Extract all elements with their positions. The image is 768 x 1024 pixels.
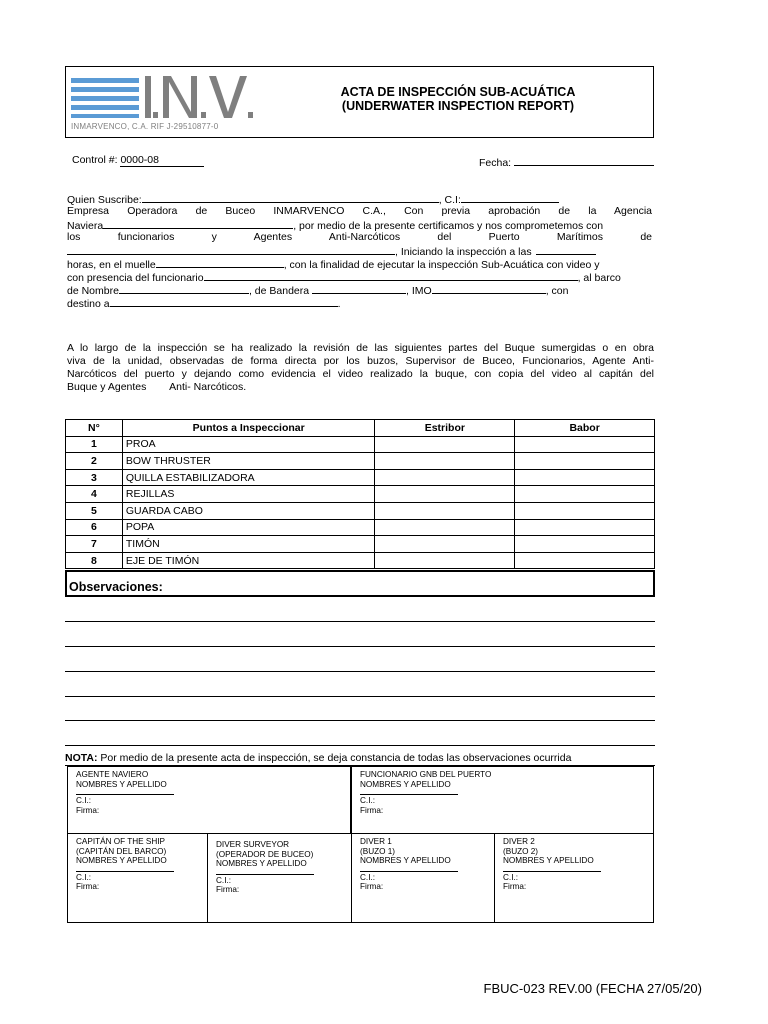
observaciones-label: Observaciones:: [69, 580, 163, 594]
nota-text: [65, 752, 655, 764]
name-blank[interactable]: [216, 869, 314, 875]
header-babor: Babor: [515, 420, 655, 437]
intro-line-4: los funcionarios y Agentes Anti-Narcóticos del Puerto Marítimos de: [67, 231, 652, 243]
agencia-blank[interactable]: [103, 218, 293, 229]
babor-cell[interactable]: [515, 469, 655, 486]
ci-label: C.I.:: [216, 875, 232, 885]
control-label: Control #:: [72, 154, 118, 166]
imo-blank[interactable]: [432, 283, 546, 294]
name-blank[interactable]: [76, 866, 174, 872]
ci-label: C.I.:: [503, 872, 519, 882]
row-point: BOW THRUSTER: [122, 453, 375, 470]
row-number: 2: [66, 453, 123, 470]
signature-title: AGENTE NAVIERO: [76, 770, 149, 779]
signature-diver-1[interactable]: [351, 833, 495, 923]
row-number: 1: [66, 436, 123, 453]
signature-title: DIVER SURVEYOR: [216, 840, 290, 849]
row-point: QUILLA ESTABILIZADORA: [122, 469, 375, 486]
intro-line-7: con presencia del funcionario , al barco: [67, 272, 621, 284]
row-number: 4: [66, 486, 123, 503]
intro-line-2: Empresa Operadora de Buceo INMARVENCO C.A., Con previa aprobación de la Agencia: [67, 205, 652, 217]
estribor-cell[interactable]: [375, 469, 515, 486]
row-point: REJILLAS: [122, 486, 375, 503]
firma-label: Firma:: [216, 885, 240, 894]
document-header: [65, 66, 654, 138]
bandera-blank[interactable]: [312, 283, 406, 294]
signature-title: CAPITÁN OF THE SHIP: [76, 837, 166, 846]
observation-line[interactable]: [65, 696, 655, 697]
signature-subtitle: (BUZO 1): [360, 846, 396, 856]
row-number: 7: [66, 536, 123, 553]
title-english: (UNDERWATER INSPECTION REPORT): [341, 99, 575, 113]
signature-subtitle: (BUZO 2): [503, 846, 539, 856]
signature-name-label: NOMBRES Y APELLIDO: [360, 856, 451, 865]
table-row: [66, 453, 655, 470]
ci-label: C.I.:: [360, 872, 376, 882]
row-point: EJE DE TIMÓN: [122, 552, 375, 569]
fecha-field[interactable]: [479, 154, 654, 169]
babor-cell[interactable]: [515, 519, 655, 536]
document-title: [266, 85, 650, 113]
table-row: [66, 536, 655, 553]
name-blank[interactable]: [503, 866, 601, 872]
babor-cell[interactable]: [515, 552, 655, 569]
destino-blank[interactable]: [110, 296, 338, 307]
row-point: GUARDA CABO: [122, 502, 375, 519]
nota-body: Por medio de la presente acta de inspección, se deja constancia de todas las observaciones ocurrida: [97, 752, 572, 764]
row-number: 8: [66, 552, 123, 569]
description-line-3: Narcóticos del puerto y dejando como evidencia el video realizado la buque, con copia del video al capitán del: [67, 368, 654, 380]
document-code: FBUC-023 REV.00 (FECHA 27/05/20): [483, 981, 702, 996]
signature-subtitle: (OPERADOR DE BUCEO): [216, 849, 314, 859]
intro-line-8: de Nombre , de Bandera , IMO , con: [67, 285, 569, 297]
description-line-1: A lo largo de la inspección se ha realizado la revisión de las siguientes partes del Buque sumergidas o en obra: [67, 342, 654, 354]
fecha-label: Fecha:: [479, 157, 512, 169]
control-number-field[interactable]: [72, 154, 204, 167]
observation-line[interactable]: [65, 720, 655, 721]
control-value: 0000-08: [120, 154, 204, 167]
observation-line[interactable]: [65, 621, 655, 622]
signature-diver-surveyor[interactable]: [207, 833, 352, 923]
signature-subtitle: NOMBRES Y APELLIDO: [76, 779, 167, 789]
row-number: 5: [66, 502, 123, 519]
signature-title: DIVER 2: [503, 837, 535, 846]
table-row: [66, 502, 655, 519]
observation-line[interactable]: [65, 646, 655, 647]
header-numero: N°: [66, 420, 123, 437]
name-blank[interactable]: [360, 789, 458, 795]
table-row: [66, 486, 655, 503]
table-row: [66, 436, 655, 453]
header-puntos: Puntos a Inspeccionar: [122, 420, 375, 437]
observaciones-box[interactable]: [65, 570, 655, 597]
nota-label: NOTA:: [65, 752, 98, 764]
row-point: PROA: [122, 436, 375, 453]
logo-caption: INMARVENCO, C.A. RIF J-29510877-0: [71, 122, 219, 131]
fecha-blank[interactable]: [514, 154, 654, 166]
ci-label: C.I.:: [76, 796, 92, 805]
funcionario-blank[interactable]: [204, 270, 578, 281]
name-blank[interactable]: [360, 866, 458, 872]
signature-subtitle: (CAPITÁN DEL BARCO): [76, 846, 167, 856]
description-line-2: viva de la unidad, observadas de forma directa por los buzos, Supervisor de Buceo, Funcionarios, Agente Anti-: [67, 355, 654, 367]
babor-cell[interactable]: [515, 436, 655, 453]
intro-line-5: , Iniciando la inspección a las: [67, 244, 652, 257]
intro-line-9: destino a .: [67, 298, 341, 310]
firma-label: Firma:: [76, 882, 100, 891]
babor-cell[interactable]: [515, 536, 655, 553]
description-paragraph: [67, 342, 654, 394]
row-point: POPA: [122, 519, 375, 536]
company-logo: [71, 72, 255, 132]
firma-label: Firma:: [503, 882, 527, 891]
signature-funcionario-gnb[interactable]: [351, 766, 654, 834]
signature-title: FUNCIONARIO GNB DEL PUERTO: [360, 770, 492, 779]
signature-subtitle: NOMBRES Y APELLIDO: [360, 779, 451, 789]
observation-line[interactable]: [65, 745, 655, 746]
intro-paragraph: [67, 192, 652, 309]
estribor-cell[interactable]: [375, 519, 515, 536]
signature-diver-2[interactable]: [494, 833, 654, 923]
estribor-cell[interactable]: [375, 502, 515, 519]
ci-label: C.I.:: [360, 796, 376, 805]
intro-line-1: Quien Suscribe: , C.I:: [67, 192, 652, 205]
puerto-blank[interactable]: [67, 244, 395, 255]
description-line-4: Buque y Agentes Anti- Narcóticos.: [67, 381, 247, 393]
header-estribor: Estribor: [375, 420, 515, 437]
signature-name-label: NOMBRES Y APELLIDO: [76, 856, 167, 865]
signature-name-label: NOMBRES Y APELLIDO: [503, 856, 594, 865]
hora-blank[interactable]: [536, 244, 596, 255]
title-spanish: ACTA DE INSPECCIÓN SUB-ACUÁTICA: [340, 85, 576, 99]
table-row: [66, 519, 655, 536]
signature-title: DIVER 1: [360, 837, 392, 846]
babor-cell[interactable]: [515, 502, 655, 519]
firma-label: Firma:: [76, 805, 100, 815]
ci-label: C.I.:: [76, 872, 92, 882]
nombre-barco-blank[interactable]: [119, 283, 249, 294]
estribor-cell[interactable]: [375, 536, 515, 553]
signature-agente-naviero[interactable]: [67, 766, 351, 834]
signature-name-label: NOMBRES Y APELLIDO: [216, 859, 307, 868]
table-row: [66, 552, 655, 569]
firma-label: Firma:: [360, 805, 384, 815]
intro-line-6: horas, en el muelle , con la finalidad de ejecutar la inspección Sub-Acuática con video y: [67, 259, 600, 271]
name-blank[interactable]: [76, 789, 174, 795]
row-point: TIMÓN: [122, 536, 375, 553]
estribor-cell[interactable]: [375, 453, 515, 470]
firma-label: Firma:: [360, 882, 384, 891]
row-number: 6: [66, 519, 123, 536]
intro-line-3: Naviera , por medio de la presente certificamos y nos comprometemos con: [67, 220, 604, 232]
muelle-blank[interactable]: [156, 257, 284, 268]
table-header-row: [66, 420, 655, 437]
inspection-points-table: [65, 419, 655, 569]
babor-cell[interactable]: [515, 453, 655, 470]
estribor-cell[interactable]: [375, 552, 515, 569]
estribor-cell[interactable]: [375, 436, 515, 453]
observation-line[interactable]: [65, 671, 655, 672]
table-row: [66, 469, 655, 486]
babor-cell[interactable]: [515, 486, 655, 503]
estribor-cell[interactable]: [375, 486, 515, 503]
suscribe-blank[interactable]: [142, 192, 439, 203]
ci-blank[interactable]: [461, 192, 559, 203]
signature-capitan[interactable]: [67, 833, 208, 923]
row-number: 3: [66, 469, 123, 486]
